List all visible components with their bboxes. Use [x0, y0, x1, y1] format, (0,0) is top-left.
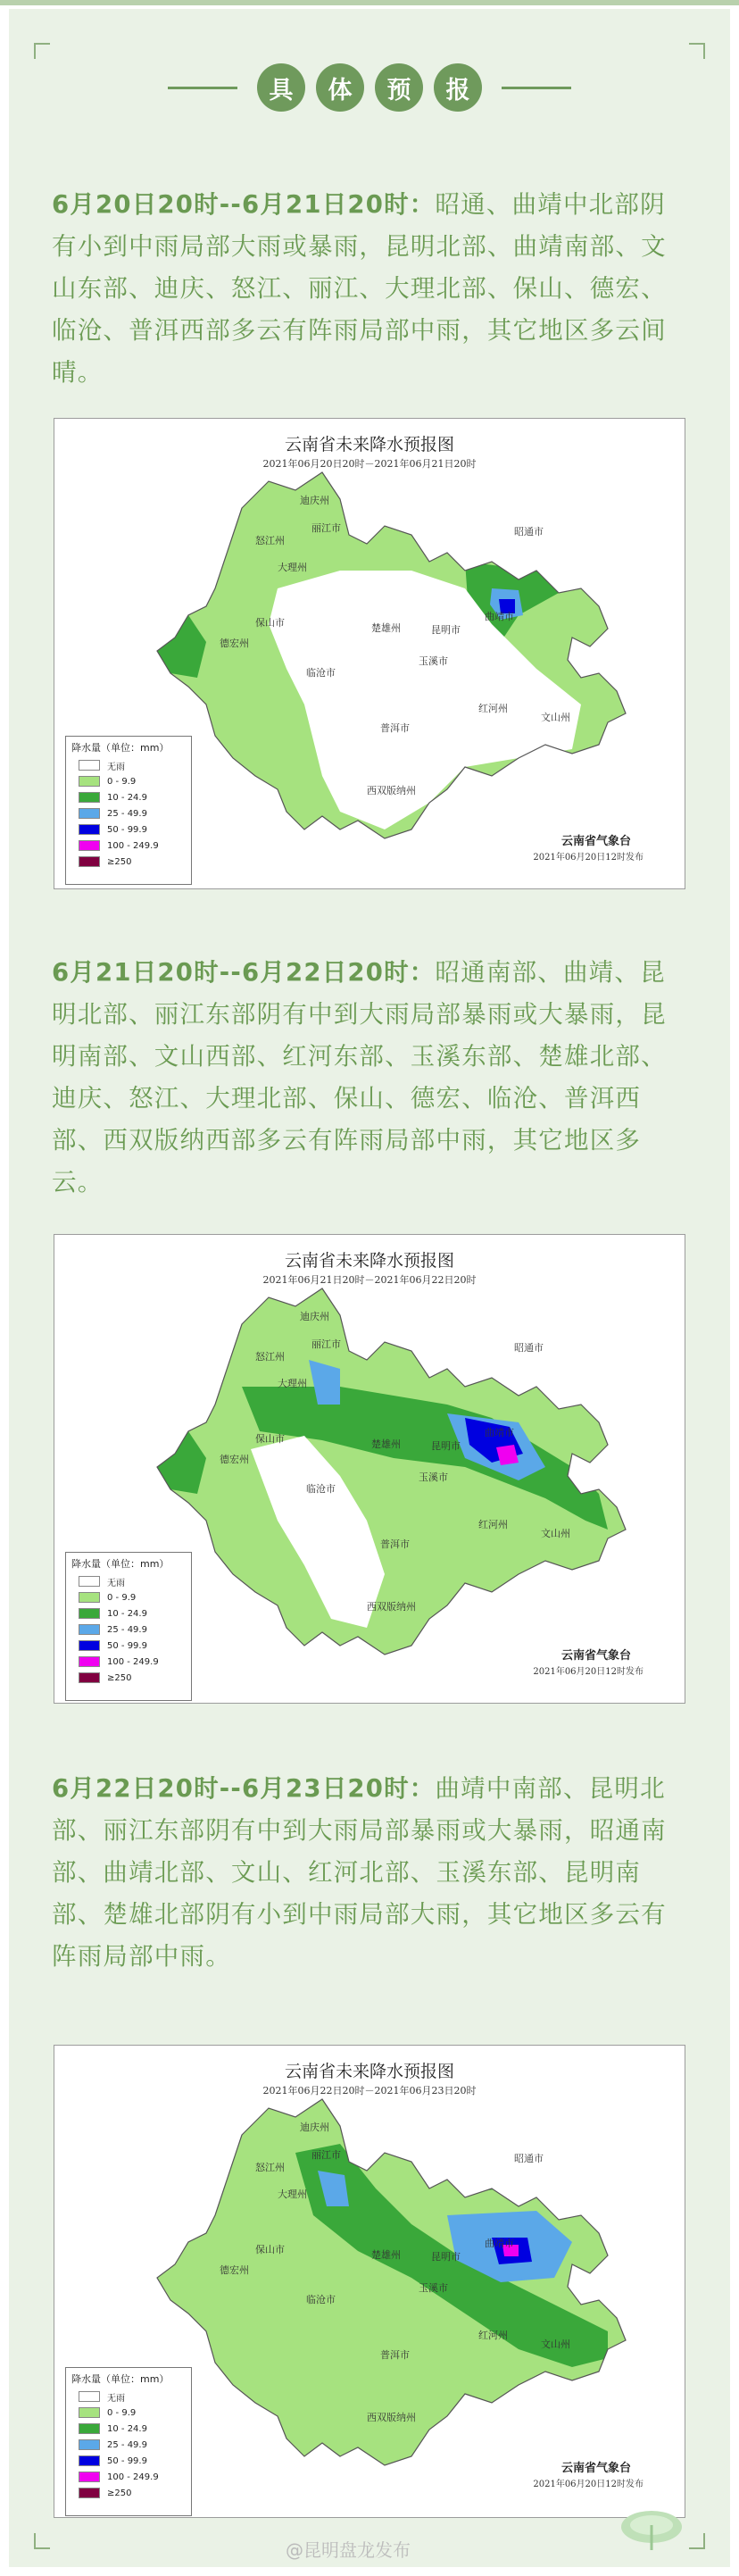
legend-swatch	[79, 1592, 100, 1603]
legend-item	[79, 2439, 147, 2450]
city-label: 昭通市	[514, 2153, 544, 2164]
legend-swatch	[79, 2455, 100, 2466]
map-publisher: 云南省气象台	[560, 1649, 631, 1663]
legend-swatch	[79, 1624, 100, 1635]
forecast-text: 曲靖中南部、昆明北部、丽江东部阴有中到大雨局部暴雨或大暴雨，昭通南部、曲靖北部、文山、红河北部、玉溪东部、昆明南部、楚雄北部阴有小到中雨局部大雨，其它地区多云有阵雨局部中雨。	[52, 1774, 667, 1971]
legend-label: 50 - 99.9	[107, 1640, 147, 1651]
legend-item	[79, 1672, 131, 1683]
city-label: 楚雄州	[371, 2249, 401, 2261]
legend-label: ≥250	[107, 856, 132, 867]
city-label: 曲靖市	[485, 1427, 514, 1438]
forecast-period: 6月22日20时--6月23日20时：	[52, 1774, 436, 1803]
city-label: 西双版纳州	[367, 1601, 416, 1613]
legend-item	[79, 1656, 159, 1667]
city-label: 昭通市	[514, 526, 544, 538]
map-title: 云南省未来降水预报图	[284, 2062, 454, 2081]
legend-swatch	[79, 2407, 100, 2418]
province-base	[157, 2099, 626, 2465]
map-publish-time: 2021年06月20日12时发布	[533, 853, 644, 863]
legend-swatch	[79, 776, 100, 787]
legend-swatch	[79, 2488, 100, 2498]
precipitation-map	[54, 1234, 685, 1704]
legend-label: 50 - 99.9	[107, 2455, 147, 2466]
map-publish-time: 2021年06月20日12时发布	[533, 2480, 644, 2489]
legend-label: 无雨	[107, 2393, 125, 2404]
map-legend	[65, 736, 192, 885]
corner-decoration	[34, 43, 50, 59]
city-label: 昆明市	[431, 1440, 461, 1452]
lotus-leaf-icon	[616, 2498, 687, 2552]
legend-swatch	[79, 840, 100, 851]
legend-item	[79, 2407, 136, 2418]
city-label: 丽江市	[311, 1338, 341, 1350]
city-label: 怒江州	[255, 1351, 285, 1363]
city-label: 昆明市	[431, 2251, 461, 2263]
legend-swatch	[79, 2439, 100, 2450]
heading-line	[502, 87, 571, 89]
map-title: 云南省未来降水预报图	[284, 1251, 454, 1271]
legend-label: 10 - 24.9	[107, 2423, 147, 2434]
heading-char: 报	[434, 63, 482, 112]
legend-label: 100 - 249.9	[107, 840, 159, 851]
city-label: 楚雄州	[371, 1438, 401, 1450]
map-publisher: 云南省气象台	[560, 2462, 631, 2475]
watermark-text: @昆明盘龙发布	[286, 2539, 411, 2561]
map-legend	[65, 2367, 192, 2516]
legend-label: 25 - 49.9	[107, 1624, 147, 1635]
legend-title: 降水量（单位：mm）	[71, 742, 170, 754]
corner-decoration	[689, 2533, 705, 2549]
legend-label: 10 - 24.9	[107, 1608, 147, 1619]
city-label: 丽江市	[311, 2149, 341, 2161]
map-subtitle: 2021年06月20日20时－2021年06月21日20时	[262, 458, 477, 470]
map-publisher: 云南省气象台	[560, 835, 631, 848]
heading-char: 体	[316, 63, 364, 112]
city-label: 迪庆州	[300, 495, 329, 506]
legend-label: 无雨	[107, 762, 125, 772]
city-label: 曲靖市	[485, 611, 514, 622]
legend-title: 降水量（单位：mm）	[71, 1558, 170, 1570]
city-label: 临沧市	[306, 1483, 336, 1495]
legend-label: 0 - 9.9	[107, 1592, 137, 1603]
forecast-paragraph	[52, 184, 687, 394]
legend-item	[79, 1576, 125, 1587]
map-title: 云南省未来降水预报图	[284, 435, 454, 454]
legend-item	[79, 2472, 159, 2482]
heading-line	[168, 87, 237, 89]
legend-label: 100 - 249.9	[107, 2472, 159, 2482]
legend-label: 0 - 9.9	[107, 776, 137, 787]
legend-item	[79, 2488, 131, 2498]
legend-label: 50 - 99.9	[107, 824, 147, 835]
city-label: 大理州	[278, 1378, 307, 1389]
legend-swatch	[79, 760, 100, 771]
legend-label: 无雨	[107, 1578, 125, 1588]
map-subtitle: 2021年06月21日20时－2021年06月22日20时	[262, 1274, 477, 1286]
city-label: 楚雄州	[371, 622, 401, 634]
map-publish-time: 2021年06月20日12时发布	[533, 1667, 644, 1677]
map-subtitle: 2021年06月22日20时－2021年06月23日20时	[262, 2085, 477, 2097]
legend-item	[79, 824, 147, 835]
legend-swatch	[79, 824, 100, 835]
city-label: 丽江市	[311, 522, 341, 534]
legend-item	[79, 1624, 147, 1635]
city-label: 普洱市	[380, 1538, 410, 1550]
legend-item	[79, 808, 147, 819]
city-label: 德宏州	[220, 2264, 249, 2276]
legend-swatch	[79, 1576, 100, 1587]
city-label: 怒江州	[255, 2162, 285, 2173]
legend-item	[79, 840, 159, 851]
legend-item	[79, 1592, 136, 1603]
city-label: 保山市	[255, 1433, 285, 1445]
city-label: 文山州	[541, 1528, 570, 1539]
legend-swatch	[79, 1656, 100, 1667]
legend-item	[79, 2423, 147, 2434]
legend-swatch	[79, 808, 100, 819]
corner-decoration	[689, 43, 705, 59]
city-label: 普洱市	[380, 722, 410, 734]
city-label: 曲靖市	[485, 2238, 514, 2249]
top-border	[0, 0, 739, 5]
legend-item	[79, 760, 125, 771]
precipitation-map	[54, 2045, 685, 2518]
legend-item	[79, 1640, 147, 1651]
rainfall-zone	[456, 2162, 501, 2193]
legend-label: 100 - 249.9	[107, 1656, 159, 1667]
section-heading	[0, 61, 739, 114]
city-label: 临沧市	[306, 2294, 336, 2305]
legend-item	[79, 792, 147, 803]
legend-swatch	[79, 1640, 100, 1651]
city-label: 玉溪市	[419, 655, 448, 667]
city-label: 怒江州	[255, 535, 285, 546]
city-label: 红河州	[478, 1519, 508, 1530]
city-label: 保山市	[255, 2244, 285, 2255]
map-legend	[65, 1552, 192, 1701]
forecast-text: 昭通、曲靖中北部阴有小到中雨局部大雨或暴雨，昆明北部、曲靖南部、文山东部、迪庆、怒江、丽江、大理北部、保山、德宏、临沧、普洱西部多云有阵雨局部中雨，其它地区多云间晴。	[52, 190, 667, 387]
legend-label: 25 - 49.9	[107, 2439, 147, 2450]
city-label: 昭通市	[514, 1342, 544, 1354]
corner-decoration	[34, 2533, 50, 2549]
legend-item	[79, 2455, 147, 2466]
forecast-paragraph	[52, 952, 687, 1204]
city-label: 玉溪市	[419, 2282, 448, 2294]
legend-label: ≥250	[107, 2488, 132, 2498]
city-label: 红河州	[478, 703, 508, 714]
city-label: 德宏州	[220, 1454, 249, 1465]
legend-title: 降水量（单位：mm）	[71, 2373, 170, 2385]
city-label: 文山州	[541, 2338, 570, 2350]
legend-swatch	[79, 856, 100, 867]
legend-swatch	[79, 792, 100, 803]
city-label: 玉溪市	[419, 1471, 448, 1483]
city-label: 西双版纳州	[367, 2412, 416, 2423]
legend-swatch	[79, 2423, 100, 2434]
city-label: 普洱市	[380, 2349, 410, 2361]
city-label: 迪庆州	[300, 2122, 329, 2133]
legend-label: 0 - 9.9	[107, 2407, 137, 2418]
legend-swatch	[79, 2391, 100, 2402]
legend-item	[79, 856, 131, 867]
city-label: 昆明市	[431, 624, 461, 636]
legend-label: 10 - 24.9	[107, 792, 147, 803]
city-label: 保山市	[255, 617, 285, 629]
legend-swatch	[79, 2472, 100, 2482]
forecast-text: 昭通南部、曲靖、昆明北部、丽江东部阴有中到大雨局部暴雨或大暴雨，昆明南部、文山西部、红河东部、玉溪东部、楚雄北部、迪庆、怒江、大理北部、保山、德宏、临沧、普洱西部、西双版纳西部多云有阵雨局部中雨，其它地区多云。	[52, 958, 667, 1196]
precipitation-map	[54, 418, 685, 889]
city-label: 西双版纳州	[367, 785, 416, 796]
legend-item	[79, 1608, 147, 1619]
heading-char: 预	[375, 63, 423, 112]
forecast-period: 6月21日20时--6月22日20时：	[52, 958, 436, 987]
city-label: 大理州	[278, 562, 307, 573]
city-label: 红河州	[478, 2330, 508, 2341]
forecast-period: 6月20日20时--6月21日20时：	[52, 190, 436, 219]
heading-char: 具	[257, 63, 305, 112]
legend-item	[79, 2391, 125, 2402]
legend-label: 25 - 49.9	[107, 808, 147, 819]
legend-swatch	[79, 1672, 100, 1683]
legend-item	[79, 776, 136, 787]
city-label: 德宏州	[220, 638, 249, 649]
city-label: 大理州	[278, 2188, 307, 2200]
city-label: 文山州	[541, 712, 570, 723]
city-label: 临沧市	[306, 667, 336, 679]
legend-swatch	[79, 1608, 100, 1619]
forecast-paragraph	[52, 1768, 687, 1978]
legend-label: ≥250	[107, 1672, 132, 1683]
city-label: 迪庆州	[300, 1311, 329, 1322]
